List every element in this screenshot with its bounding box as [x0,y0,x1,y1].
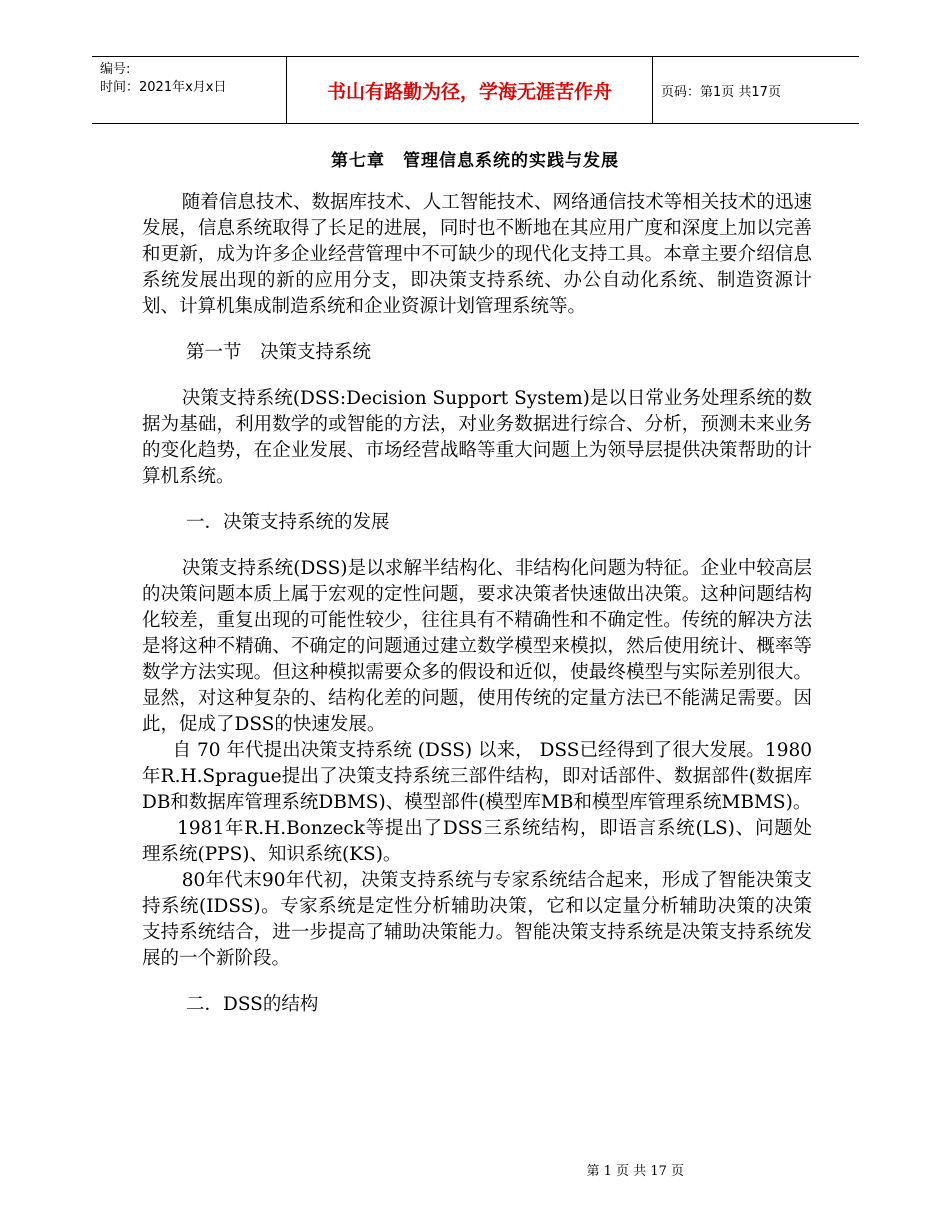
section-heading: 第一节 决策支持系统 [186,342,372,363]
subsection-heading-development: 一．决策支持系统的发展 [186,512,390,533]
page-header [92,56,859,124]
subsection-heading-structure: 二．DSS的结构 [186,994,319,1015]
number-label: 编号: [100,62,131,77]
page-footer: 第 1 页 共 17 页 [586,1164,684,1179]
intro-paragraph: 随着信息技术、数据库技术、人工智能技术、网络通信技术等相关技术的迅速发展，信息系统取得了长足的进展，同时也不断地在其应用广度和深度上加以完善和更新，成为许多企业经营管理中不可缺少的现代化支持工具。本章主要介绍信息系统发展出现的新的应用分支，即决策支持系统、办公自动化系统、制造资源计划、计算机集成制造系统和企业资源计划管理系统等。 [142,192,812,317]
development-paragraph-3: 1981年R.H.Bonzeck等提出了DSS三系统结构，即语言系统(LS)、问题处理系统(PPS)、知识系统(KS)。 [142,818,812,865]
chapter-title: 第七章 管理信息系统的实践与发展 [331,151,619,171]
document-body [142,190,812,1018]
development-paragraph-2: 自 70 年代提出决策支持系统 (DSS) 以来， DSS已经得到了很大发展。1980年R.H.Sprague提出了决策支持系统三部件结构，即对话部件、数据部件(数据库DB和数据库管理系统DBMS)、模型部件(模型库MB和模型库管理系统MBMS)。 [142,740,812,813]
dss-definition-paragraph: 决策支持系统(DSS:Decision Support System)是以日常业务处理系统的数据为基础，利用数学的或智能的方法，对业务数据进行综合、分析，预测未来业务的变化趋势，在企业发展、市场经营战略等重大问题上为领导层提供决策帮助的计算机系统。 [142,388,812,487]
header-page-info: 页码：第1页 共17页 [661,84,781,100]
header-meta-cell [92,57,287,123]
time-label: 时间：2021年x月x日 [100,80,227,95]
development-paragraph-4: 80年代末90年代初，决策支持系统与专家系统结合起来，形成了智能决策支持系统(IDSS)。专家系统是定性分析辅助决策，它和以定量分析辅助决策的决策支持系统结合，进一步提高了辅助决策能力。智能决策支持系统是决策支持系统发展的一个新阶段。 [142,870,812,969]
development-paragraph-1: 决策支持系统(DSS)是以求解半结构化、非结构化问题为特征。企业中较高层的决策问题本质上属于宏观的定性问题，要求决策者快速做出决策。这种问题结构化较差，重复出现的可能性较少，往往具有不精确性和不确定性。传统的解决方法是将这种不精确、不确定的问题通过建立数学模型来模拟，然后使用统计、概率等数学方法实现。但这种模拟需要众多的假设和近似，使最终模型与实际差别很大。显然，对这种复杂的、结构化差的问题，使用传统的定量方法已不能满足需要。因此，促成了DSS的快速发展。 [142,558,812,735]
header-motto: 书山有路勤为径，学海无涯苦作舟 [287,57,653,123]
